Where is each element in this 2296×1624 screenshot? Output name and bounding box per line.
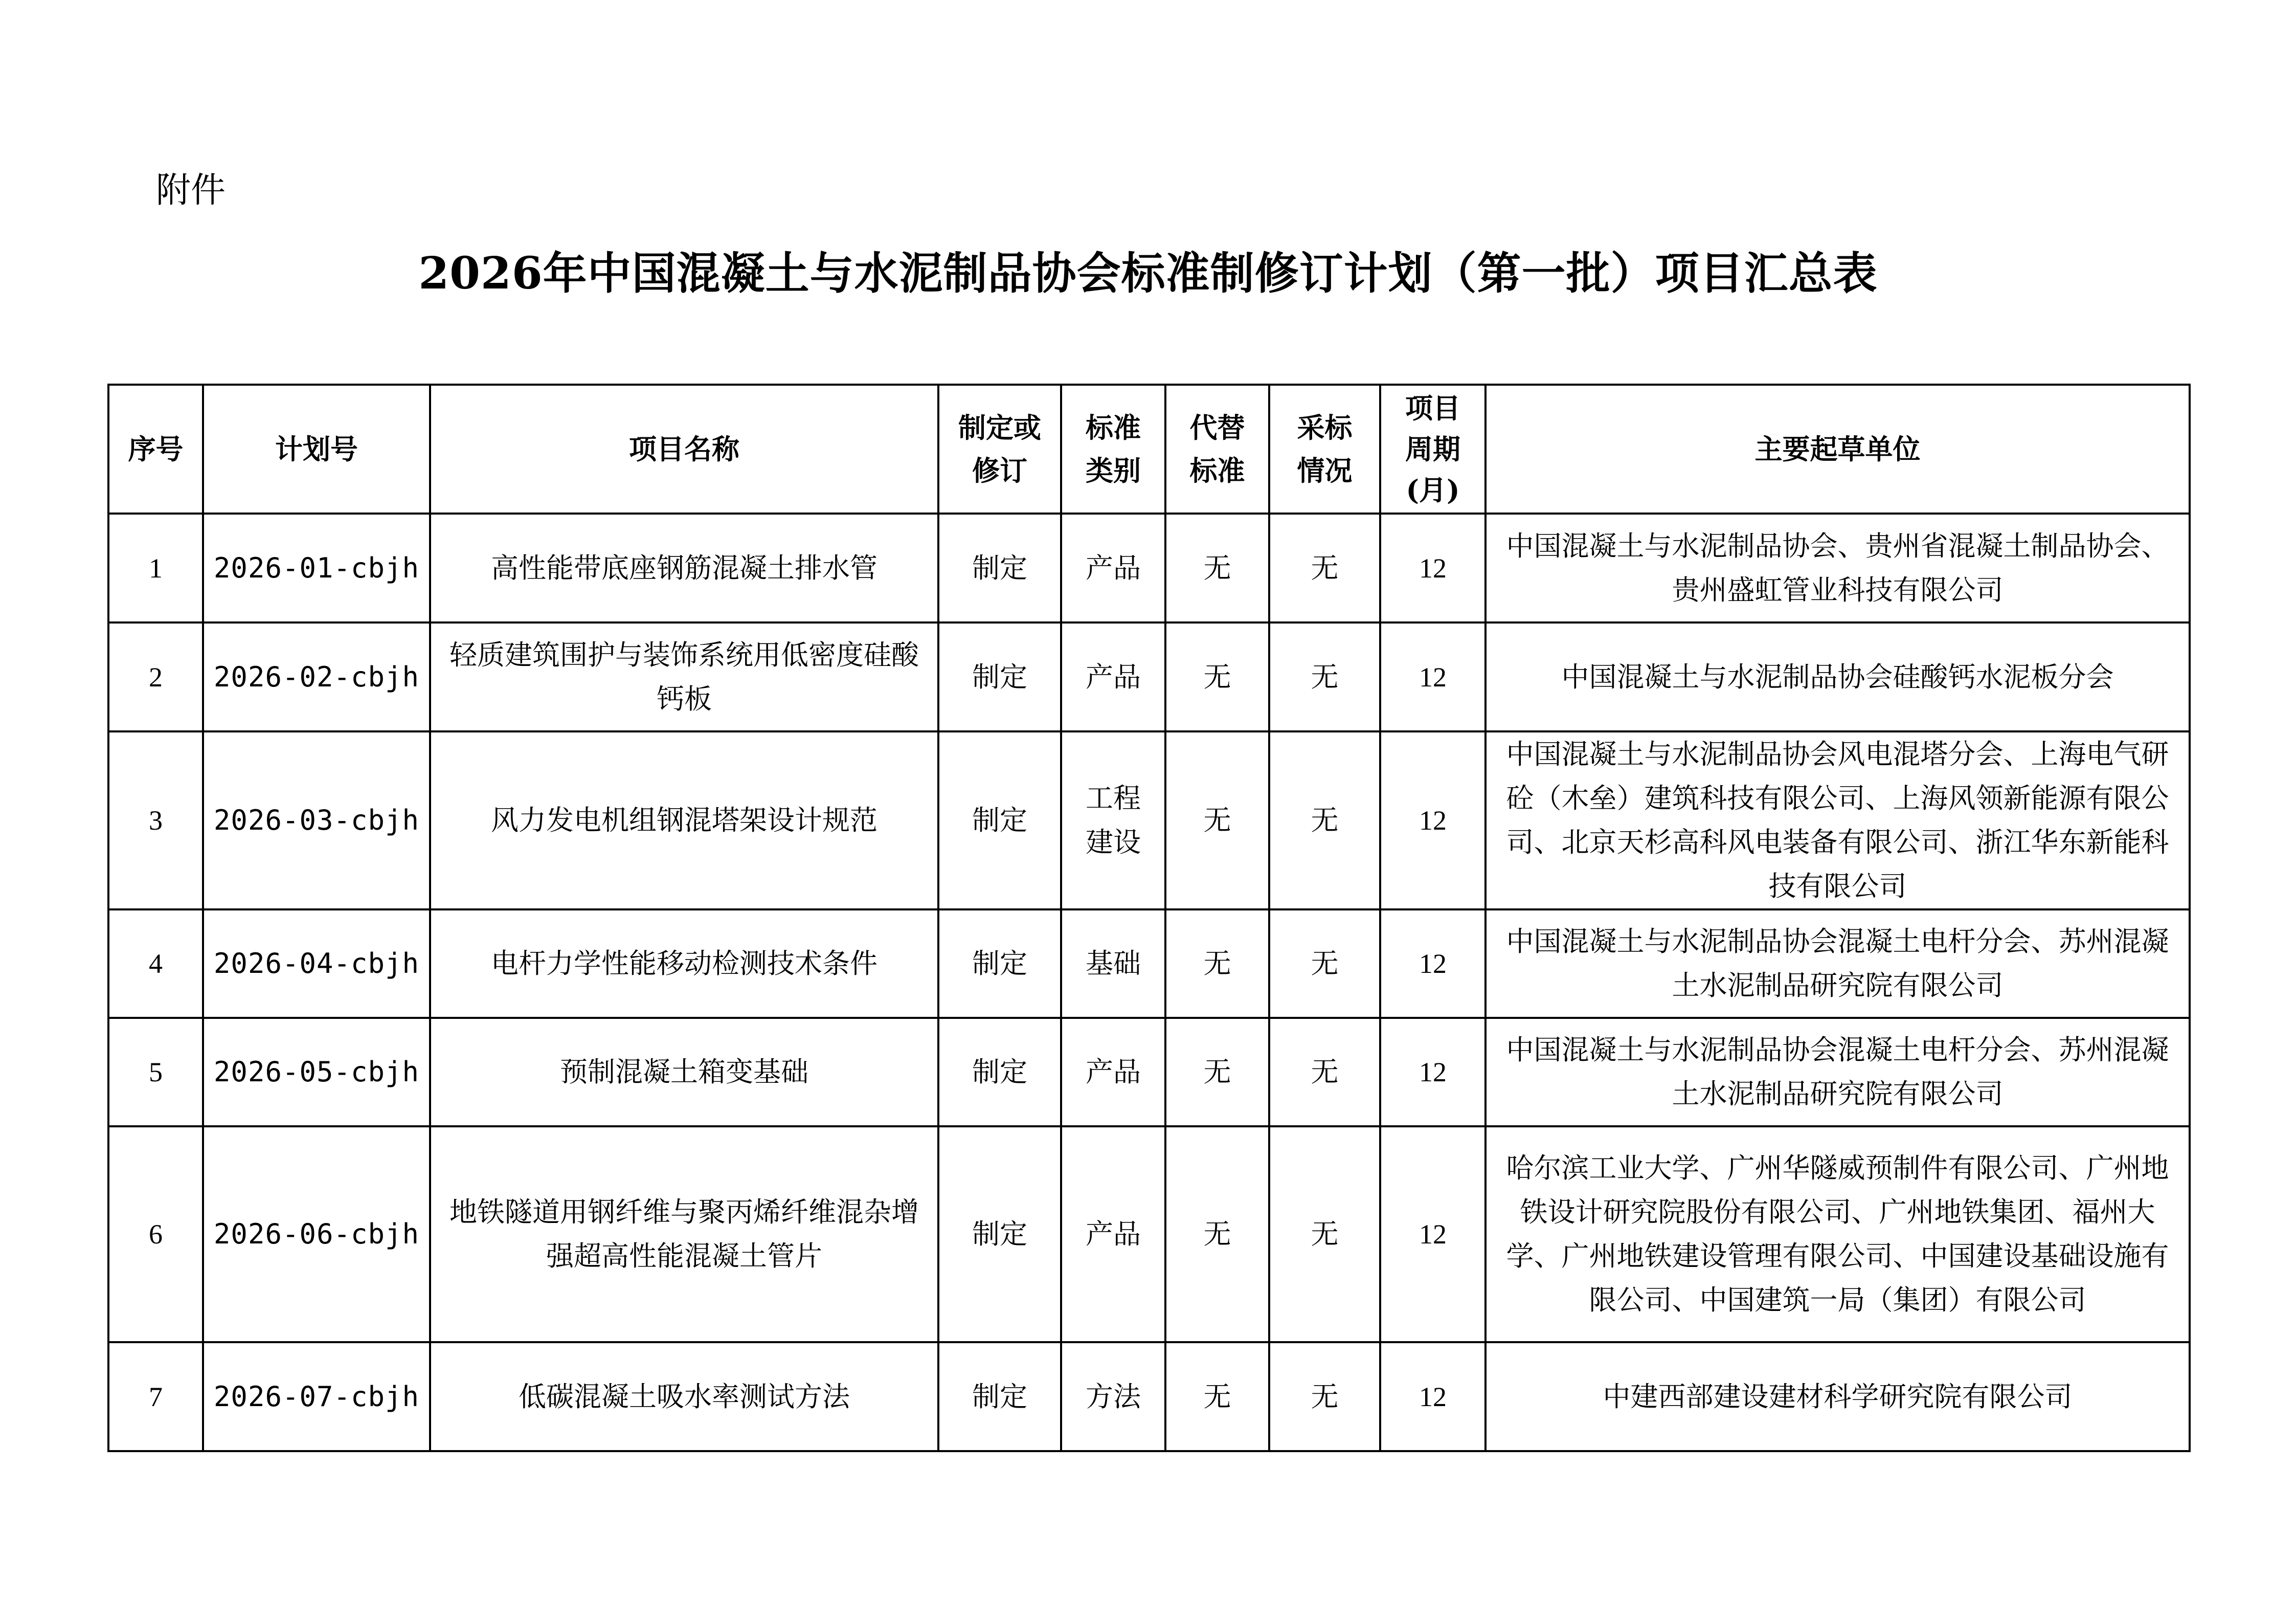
attachment-label: 附件 bbox=[156, 170, 226, 211]
cell-replace: 无 bbox=[1165, 731, 1269, 909]
table-row bbox=[108, 622, 2190, 731]
cell-adopt: 无 bbox=[1269, 1126, 1380, 1342]
cell-period: 12 bbox=[1380, 622, 1485, 731]
document-title: 2026年中国混凝土与水泥制品协会标准制修订计划（第一批）项目汇总表 bbox=[418, 248, 1878, 299]
cell-category: 工程建设 bbox=[1061, 731, 1165, 909]
cell-replace: 无 bbox=[1165, 1126, 1269, 1342]
cell-drafters: 中国混凝土与水泥制品协会、贵州省混凝土制品协会、贵州盛虹管业科技有限公司 bbox=[1485, 514, 2190, 622]
cell-period: 12 bbox=[1380, 1342, 1485, 1451]
header-drafters: 主要起草单位 bbox=[1485, 385, 2190, 514]
cell-no: 4 bbox=[108, 909, 203, 1018]
header-plan-no: 计划号 bbox=[203, 385, 430, 514]
table-row bbox=[108, 514, 2190, 622]
cell-replace: 无 bbox=[1165, 909, 1269, 1018]
cell-adopt: 无 bbox=[1269, 514, 1380, 622]
cell-name: 地铁隧道用钢纤维与聚丙烯纤维混杂增强超高性能混凝土管片 bbox=[430, 1126, 938, 1342]
cell-category: 产品 bbox=[1061, 1018, 1165, 1126]
cell-plan-no: 2026-04-cbjh bbox=[203, 909, 430, 1018]
cell-type: 制定 bbox=[938, 731, 1061, 909]
cell-drafters: 中国混凝土与水泥制品协会风电混塔分会、上海电气研砼（木垒）建筑科技有限公司、上海风领新能源有限公司、北京天杉高科风电装备有限公司、浙江华东新能科技有限公司 bbox=[1485, 731, 2190, 909]
table-row bbox=[108, 1126, 2190, 1342]
cell-replace: 无 bbox=[1165, 1342, 1269, 1451]
plan-table bbox=[107, 384, 2191, 1452]
cell-name: 轻质建筑围护与装饰系统用低密度硅酸钙板 bbox=[430, 622, 938, 731]
cell-plan-no: 2026-01-cbjh bbox=[203, 514, 430, 622]
cell-plan-no: 2026-02-cbjh bbox=[203, 622, 430, 731]
cell-type: 制定 bbox=[938, 514, 1061, 622]
cell-no: 5 bbox=[108, 1018, 203, 1126]
cell-adopt: 无 bbox=[1269, 909, 1380, 1018]
header-replace: 代替 标准 bbox=[1165, 385, 1269, 514]
cell-type: 制定 bbox=[938, 909, 1061, 1018]
cell-plan-no: 2026-03-cbjh bbox=[203, 731, 430, 909]
cell-period: 12 bbox=[1380, 909, 1485, 1018]
header-category: 标准 类别 bbox=[1061, 385, 1165, 514]
cell-drafters: 中国混凝土与水泥制品协会硅酸钙水泥板分会 bbox=[1485, 622, 2190, 731]
cell-name: 风力发电机组钢混塔架设计规范 bbox=[430, 731, 938, 909]
cell-plan-no: 2026-07-cbjh bbox=[203, 1342, 430, 1451]
cell-adopt: 无 bbox=[1269, 1018, 1380, 1126]
cell-replace: 无 bbox=[1165, 1018, 1269, 1126]
cell-name: 预制混凝土箱变基础 bbox=[430, 1018, 938, 1126]
table-row bbox=[108, 909, 2190, 1018]
cell-replace: 无 bbox=[1165, 514, 1269, 622]
cell-adopt: 无 bbox=[1269, 622, 1380, 731]
cell-drafters: 哈尔滨工业大学、广州华隧威预制件有限公司、广州地铁设计研究院股份有限公司、广州地铁集团、福州大学、广州地铁建设管理有限公司、中国建设基础设施有限公司、中国建筑一局（集团）有限公司 bbox=[1485, 1126, 2190, 1342]
cell-type: 制定 bbox=[938, 1342, 1061, 1451]
cell-type: 制定 bbox=[938, 1126, 1061, 1342]
cell-name: 低碳混凝土吸水率测试方法 bbox=[430, 1342, 938, 1451]
cell-category: 产品 bbox=[1061, 514, 1165, 622]
cell-no: 2 bbox=[108, 622, 203, 731]
cell-period: 12 bbox=[1380, 1126, 1485, 1342]
cell-category: 产品 bbox=[1061, 1126, 1165, 1342]
cell-period: 12 bbox=[1380, 514, 1485, 622]
cell-adopt: 无 bbox=[1269, 731, 1380, 909]
table-row bbox=[108, 1018, 2190, 1126]
header-name: 项目名称 bbox=[430, 385, 938, 514]
cell-category: 产品 bbox=[1061, 622, 1165, 731]
cell-name: 高性能带底座钢筋混凝土排水管 bbox=[430, 514, 938, 622]
cell-drafters: 中国混凝土与水泥制品协会混凝土电杆分会、苏州混凝土水泥制品研究院有限公司 bbox=[1485, 909, 2190, 1018]
cell-replace: 无 bbox=[1165, 622, 1269, 731]
table-row bbox=[108, 1342, 2190, 1451]
header-period: 项目 周期 (月) bbox=[1380, 385, 1485, 514]
cell-no: 6 bbox=[108, 1126, 203, 1342]
cell-no: 1 bbox=[108, 514, 203, 622]
cell-drafters: 中国混凝土与水泥制品协会混凝土电杆分会、苏州混凝土水泥制品研究院有限公司 bbox=[1485, 1018, 2190, 1126]
cell-name: 电杆力学性能移动检测技术条件 bbox=[430, 909, 938, 1018]
header-row bbox=[108, 385, 2190, 514]
cell-plan-no: 2026-06-cbjh bbox=[203, 1126, 430, 1342]
cell-adopt: 无 bbox=[1269, 1342, 1380, 1451]
cell-no: 3 bbox=[108, 731, 203, 909]
cell-period: 12 bbox=[1380, 731, 1485, 909]
cell-type: 制定 bbox=[938, 1018, 1061, 1126]
cell-plan-no: 2026-05-cbjh bbox=[203, 1018, 430, 1126]
cell-no: 7 bbox=[108, 1342, 203, 1451]
table-row bbox=[108, 731, 2190, 909]
header-no: 序号 bbox=[108, 385, 203, 514]
cell-period: 12 bbox=[1380, 1018, 1485, 1126]
header-type: 制定或 修订 bbox=[938, 385, 1061, 514]
cell-category: 方法 bbox=[1061, 1342, 1165, 1451]
cell-drafters: 中建西部建设建材科学研究院有限公司 bbox=[1485, 1342, 2190, 1451]
cell-category: 基础 bbox=[1061, 909, 1165, 1018]
header-adopt: 采标 情况 bbox=[1269, 385, 1380, 514]
cell-type: 制定 bbox=[938, 622, 1061, 731]
